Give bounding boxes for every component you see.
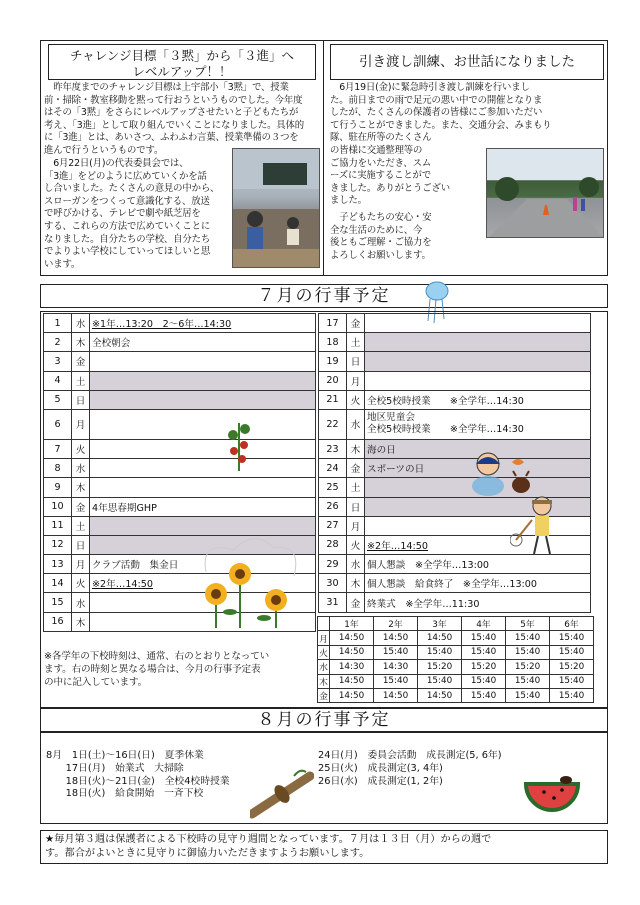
calendar-day: 1 [44, 314, 72, 333]
committee-body [44, 158, 240, 271]
calendar-weekday: 土 [347, 333, 365, 352]
calendar-day: 10 [44, 497, 72, 516]
text-line: 26日(水) 成長測定(1, 2年) [318, 775, 443, 787]
times-weekday: 火 [318, 645, 330, 659]
dismissal-times-table [317, 616, 594, 703]
times-cell: 15:40 [462, 645, 506, 659]
text-line: ※各学年の下校時刻は、通常、右のとおりとなってい [44, 651, 270, 662]
text-line: 18日(火)〜21日(金) 全校4校時授業 [46, 775, 230, 787]
road-photo-art [487, 149, 604, 238]
calendar-row [44, 478, 316, 497]
text-line: 6月19日(金)に緊急時引き渡し訓練を行いまし [330, 82, 530, 93]
text-line: ★毎月第３週は保護者による下校時の見守り週間となっています。７月は１３日（月）からの週で [45, 834, 492, 845]
calendar-row [319, 574, 591, 593]
times-cell: 15:20 [550, 660, 594, 674]
calendar-weekday: 金 [72, 497, 90, 516]
july-title-bar [40, 284, 608, 308]
calendar-day: 21 [319, 390, 347, 409]
times-cell: 15:20 [462, 660, 506, 674]
text-line: ました。 [330, 195, 367, 207]
calendar-weekday: 水 [72, 314, 90, 333]
calendar-weekday: 水 [347, 555, 365, 574]
top-divider [323, 40, 324, 276]
text-line: する、これらの方法で広めていくことに [44, 220, 211, 232]
road-photo [486, 148, 604, 238]
calendar-event [365, 371, 591, 390]
times-cell: 15:40 [462, 688, 506, 702]
sunflowers-icon [194, 532, 304, 632]
text-line: 24日(月) 委員会活動 成長測定(5, 6年) [318, 750, 502, 761]
times-cell: 15:40 [550, 631, 594, 645]
times-weekday: 木 [318, 674, 330, 688]
calendar-row [44, 390, 316, 409]
calendar-day: 19 [319, 352, 347, 371]
august-title-bar [40, 708, 608, 732]
calendar-day: 23 [319, 439, 347, 458]
calendar-weekday: 日 [72, 390, 90, 409]
text-line: したが、たくさんの保護者の皆様にご参加いただい [330, 107, 543, 119]
calendar-weekday: 土 [72, 371, 90, 390]
calendar-weekday: 水 [72, 459, 90, 478]
text-line: 前・掃除・教室移動を黙って行おうというものでした。今年度 [44, 94, 303, 106]
august-title: ８月の行事予定 [257, 710, 391, 730]
calendar-row [44, 409, 316, 439]
calendar-day: 8 [44, 459, 72, 478]
times-row [318, 631, 594, 645]
text-line: 子どもたちの安心・安 [330, 212, 432, 223]
calendar-weekday: 土 [72, 516, 90, 535]
times-cell: 14:50 [374, 688, 418, 702]
calendar-weekday: 木 [72, 478, 90, 497]
handover-title [330, 44, 604, 80]
handover-title-text: 引き渡し訓練、お世話になりました [359, 54, 575, 70]
times-cell: 15:20 [418, 660, 462, 674]
calendar-day: 3 [44, 352, 72, 371]
calendar-weekday: 火 [347, 535, 365, 554]
text-line: います。 [44, 258, 81, 270]
calendar-day: 29 [319, 555, 347, 574]
times-cell: 14:50 [418, 631, 462, 645]
stag-beetle-icon [506, 470, 536, 496]
text-line: 6月22日(月)の代表委員会では、 [44, 158, 189, 169]
calendar-row [319, 593, 591, 612]
times-row [318, 645, 594, 659]
august-right-list [318, 750, 502, 788]
text-line: す。都合がよいときに見守りに御協力いただきますようお願いします。 [45, 848, 370, 859]
calendar-day: 13 [44, 555, 72, 574]
calendar-day: 6 [44, 409, 72, 439]
calendar-weekday: 水 [347, 409, 365, 439]
classroom-photo-art [233, 149, 320, 268]
calendar-event: 終業式 ※全学年…11:30 [365, 593, 591, 612]
times-cell: 14:30 [374, 660, 418, 674]
times-weekday: 月 [318, 631, 330, 645]
times-cell: 14:50 [330, 645, 374, 659]
calendar-weekday: 木 [347, 439, 365, 458]
calendar-row [44, 459, 316, 478]
calendar-weekday: 金 [347, 593, 365, 612]
cicada-branch-icon [250, 764, 314, 820]
dismissal-note [44, 650, 316, 689]
calendar-day: 20 [319, 371, 347, 390]
calendar-day: 27 [319, 516, 347, 535]
times-row [318, 688, 594, 702]
calendar-row [44, 314, 316, 333]
text-line: ご協力をいただき、スム [330, 157, 432, 169]
calendar-weekday: 月 [347, 516, 365, 535]
times-cell: 15:40 [506, 674, 550, 688]
times-cell: 15:40 [550, 688, 594, 702]
calendar-row [44, 439, 316, 458]
times-cell: 15:40 [418, 674, 462, 688]
calendar-weekday: 木 [72, 333, 90, 352]
calendar-day: 26 [319, 497, 347, 516]
calendar-day: 31 [319, 593, 347, 612]
times-cell: 15:40 [418, 645, 462, 659]
calendar-weekday: 月 [347, 371, 365, 390]
times-cell: 15:40 [506, 645, 550, 659]
classroom-photo [232, 148, 320, 268]
calendar-weekday: 金 [72, 352, 90, 371]
calendar-event [90, 459, 316, 478]
text-line: なりました。自分たちの学校、自分たち [44, 233, 211, 245]
calendar-row [319, 390, 591, 409]
calendar-day: 30 [319, 574, 347, 593]
tomato-plant-icon [224, 415, 254, 471]
july-title: ７月の行事予定 [257, 286, 391, 306]
calendar-event [365, 314, 591, 333]
calendar-event [90, 439, 316, 458]
calendar-event: ※2年…14:50 [365, 535, 591, 554]
times-cell: 15:40 [550, 645, 594, 659]
calendar-weekday: 水 [72, 593, 90, 612]
calendar-event [90, 352, 316, 371]
calendar-day: 24 [319, 459, 347, 478]
calendar-event: スポーツの日 [365, 459, 591, 478]
calendar-row [319, 459, 591, 478]
calendar-row [44, 352, 316, 371]
text-line: スローガンをつくって意識化する、放送 [44, 195, 210, 207]
text-line: 隊、駐在所等のたくさん [330, 132, 432, 144]
calendar-row [44, 371, 316, 390]
calendar-weekday: 火 [72, 574, 90, 593]
calendar-row [319, 352, 591, 371]
times-header-cell: 2年 [374, 617, 418, 631]
times-cell: 15:40 [550, 674, 594, 688]
calendar-day: 5 [44, 390, 72, 409]
text-line: た。前日までの雨で足元の悪い中での開催となりま [330, 94, 543, 106]
times-cell: 15:40 [506, 688, 550, 702]
times-cell: 14:50 [374, 631, 418, 645]
calendar-day: 25 [319, 478, 347, 497]
calendar-row [319, 409, 591, 439]
calendar-event: 4年思春期GHP [90, 497, 316, 516]
times-cell: 14:50 [330, 674, 374, 688]
text-line: し合いました。たくさんの意見の中から、 [44, 183, 220, 195]
text-line: 進んで行うというものです。 [44, 144, 164, 156]
calendar-event: 全校朝会 [90, 333, 316, 352]
times-cell: 15:40 [374, 674, 418, 688]
text-line: 全な生活のために、今 [330, 224, 423, 236]
times-cell: 14:50 [330, 688, 374, 702]
calendar-row [44, 497, 316, 516]
text-line: ーズに実施することがで [330, 170, 432, 182]
times-header-cell: 3年 [418, 617, 462, 631]
text-line: ます。右の時刻と異なる場合は、今月の行事予定表 [44, 664, 261, 675]
text-line: て行うことができました。また、交通分会、みまもり [330, 119, 552, 131]
footer-note [45, 833, 605, 861]
text-line: はその「3黙」をさらにレベルアップさせたいと子どもたちが [44, 107, 299, 119]
times-cell: 15:40 [506, 631, 550, 645]
text-line: 25日(火) 成長測定(3, 4年) [318, 762, 443, 774]
times-header-cell [318, 617, 330, 631]
calendar-weekday: 金 [347, 459, 365, 478]
calendar-day: 28 [319, 535, 347, 554]
text-line: の中に記入しています。 [44, 677, 148, 688]
calendar-weekday: 日 [347, 352, 365, 371]
text-line: 昨年度までのチャレンジ目標は上宇部小「3黙」で、授業 [44, 82, 289, 93]
calendar-row [319, 371, 591, 390]
text-line: きました。ありがとうござい [330, 182, 450, 194]
bug-catcher-icon [510, 490, 570, 560]
text-line: でよりよい学校にしていってほしいと思 [44, 246, 211, 258]
text-line: 「3進」をどのように広めていくかを話 [44, 170, 207, 182]
calendar-event [365, 352, 591, 371]
handover-closing [330, 212, 480, 262]
calendar-weekday: 木 [72, 612, 90, 631]
calendar-event [90, 409, 316, 439]
times-header-cell: 1年 [330, 617, 374, 631]
calendar-weekday: 月 [72, 409, 90, 439]
calendar-weekday: 日 [347, 497, 365, 516]
calendar-day: 12 [44, 535, 72, 554]
august-left-list [46, 750, 230, 801]
calendar-day: 2 [44, 333, 72, 352]
times-weekday: 水 [318, 660, 330, 674]
times-weekday: 金 [318, 688, 330, 702]
calendar-event [90, 390, 316, 409]
challenge-title-line2: レベルアップ！！ [132, 64, 232, 79]
calendar-event: 海の日 [365, 439, 591, 458]
times-cell: 14:50 [330, 631, 374, 645]
calendar-event: クラブ活動 集金日 [90, 555, 316, 574]
text-line: 18日(火) 給食開始 一斉下校 [46, 788, 204, 800]
calendar-event: 地区児童会 全校5校時授業 ※全学年…14:30 [365, 409, 591, 439]
watermelon-icon [522, 770, 582, 820]
text-line: 8月 1日(土)〜16日(日) 夏季休業 [46, 750, 204, 761]
calendar-day: 22 [319, 409, 347, 439]
text-line: 考え、「3進」として取り組んでいくことになりました。具体的 [44, 119, 304, 131]
calendar-day: 14 [44, 574, 72, 593]
calendar-event: 全校5校時授業 ※全学年…14:30 [365, 390, 591, 409]
times-cell: 15:40 [462, 631, 506, 645]
text-line: で呼びかける、テレビで劇や紙芝居を [44, 208, 201, 220]
calendar-event [90, 371, 316, 390]
calendar-weekday: 木 [347, 574, 365, 593]
calendar-day: 18 [319, 333, 347, 352]
calendar-row [319, 333, 591, 352]
calendar-event: 個人懇談 給食終了 ※全学年…13:00 [365, 574, 591, 593]
calendar-day: 9 [44, 478, 72, 497]
calendar-row [319, 439, 591, 458]
calendar-row [319, 314, 591, 333]
calendar-event: 個人懇談 ※全学年…13:00 [365, 555, 591, 574]
challenge-body [44, 82, 324, 158]
calendar-row [44, 333, 316, 352]
calendar-day: 17 [319, 314, 347, 333]
times-cell: 15:20 [506, 660, 550, 674]
text-line: の皆様に交通整理等の [330, 144, 423, 156]
calendar-day: 4 [44, 371, 72, 390]
calendar-event [365, 333, 591, 352]
times-row [318, 660, 594, 674]
calendar-event [90, 478, 316, 497]
calendar-weekday: 金 [347, 314, 365, 333]
july-calendar-right [318, 313, 591, 613]
challenge-title [48, 44, 316, 80]
text-line: に「3進」とは、あいさつ、ふわふわ言葉、授業準備の３つを [44, 132, 299, 144]
text-line: 後ともご理解・ご協力を [330, 237, 432, 249]
calendar-day: 11 [44, 516, 72, 535]
calendar-weekday: 土 [347, 478, 365, 497]
calendar-event: ※1年…13:20 2〜6年…14:30 [90, 314, 316, 333]
times-header-cell: 4年 [462, 617, 506, 631]
calendar-day: 16 [44, 612, 72, 631]
calendar-event: ※2年…14:50 [90, 574, 316, 593]
times-cell: 14:50 [418, 688, 462, 702]
times-header-cell: 5年 [506, 617, 550, 631]
challenge-title-line1: チャレンジ目標「３黙」から「３進」へ [69, 48, 294, 63]
times-header-row [318, 617, 594, 631]
calendar-day: 15 [44, 593, 72, 612]
times-row [318, 674, 594, 688]
times-cell: 14:30 [330, 660, 374, 674]
calendar-weekday: 火 [347, 390, 365, 409]
calendar-weekday: 火 [72, 439, 90, 458]
text-line: 17日(月) 始業式 大掃除 [46, 762, 184, 774]
text-line: よろしくお願いします。 [330, 249, 431, 261]
calendar-weekday: 日 [72, 535, 90, 554]
calendar-weekday: 月 [72, 555, 90, 574]
calendar-day: 7 [44, 439, 72, 458]
times-cell: 15:40 [374, 645, 418, 659]
times-header-cell: 6年 [550, 617, 594, 631]
times-cell: 15:40 [462, 674, 506, 688]
